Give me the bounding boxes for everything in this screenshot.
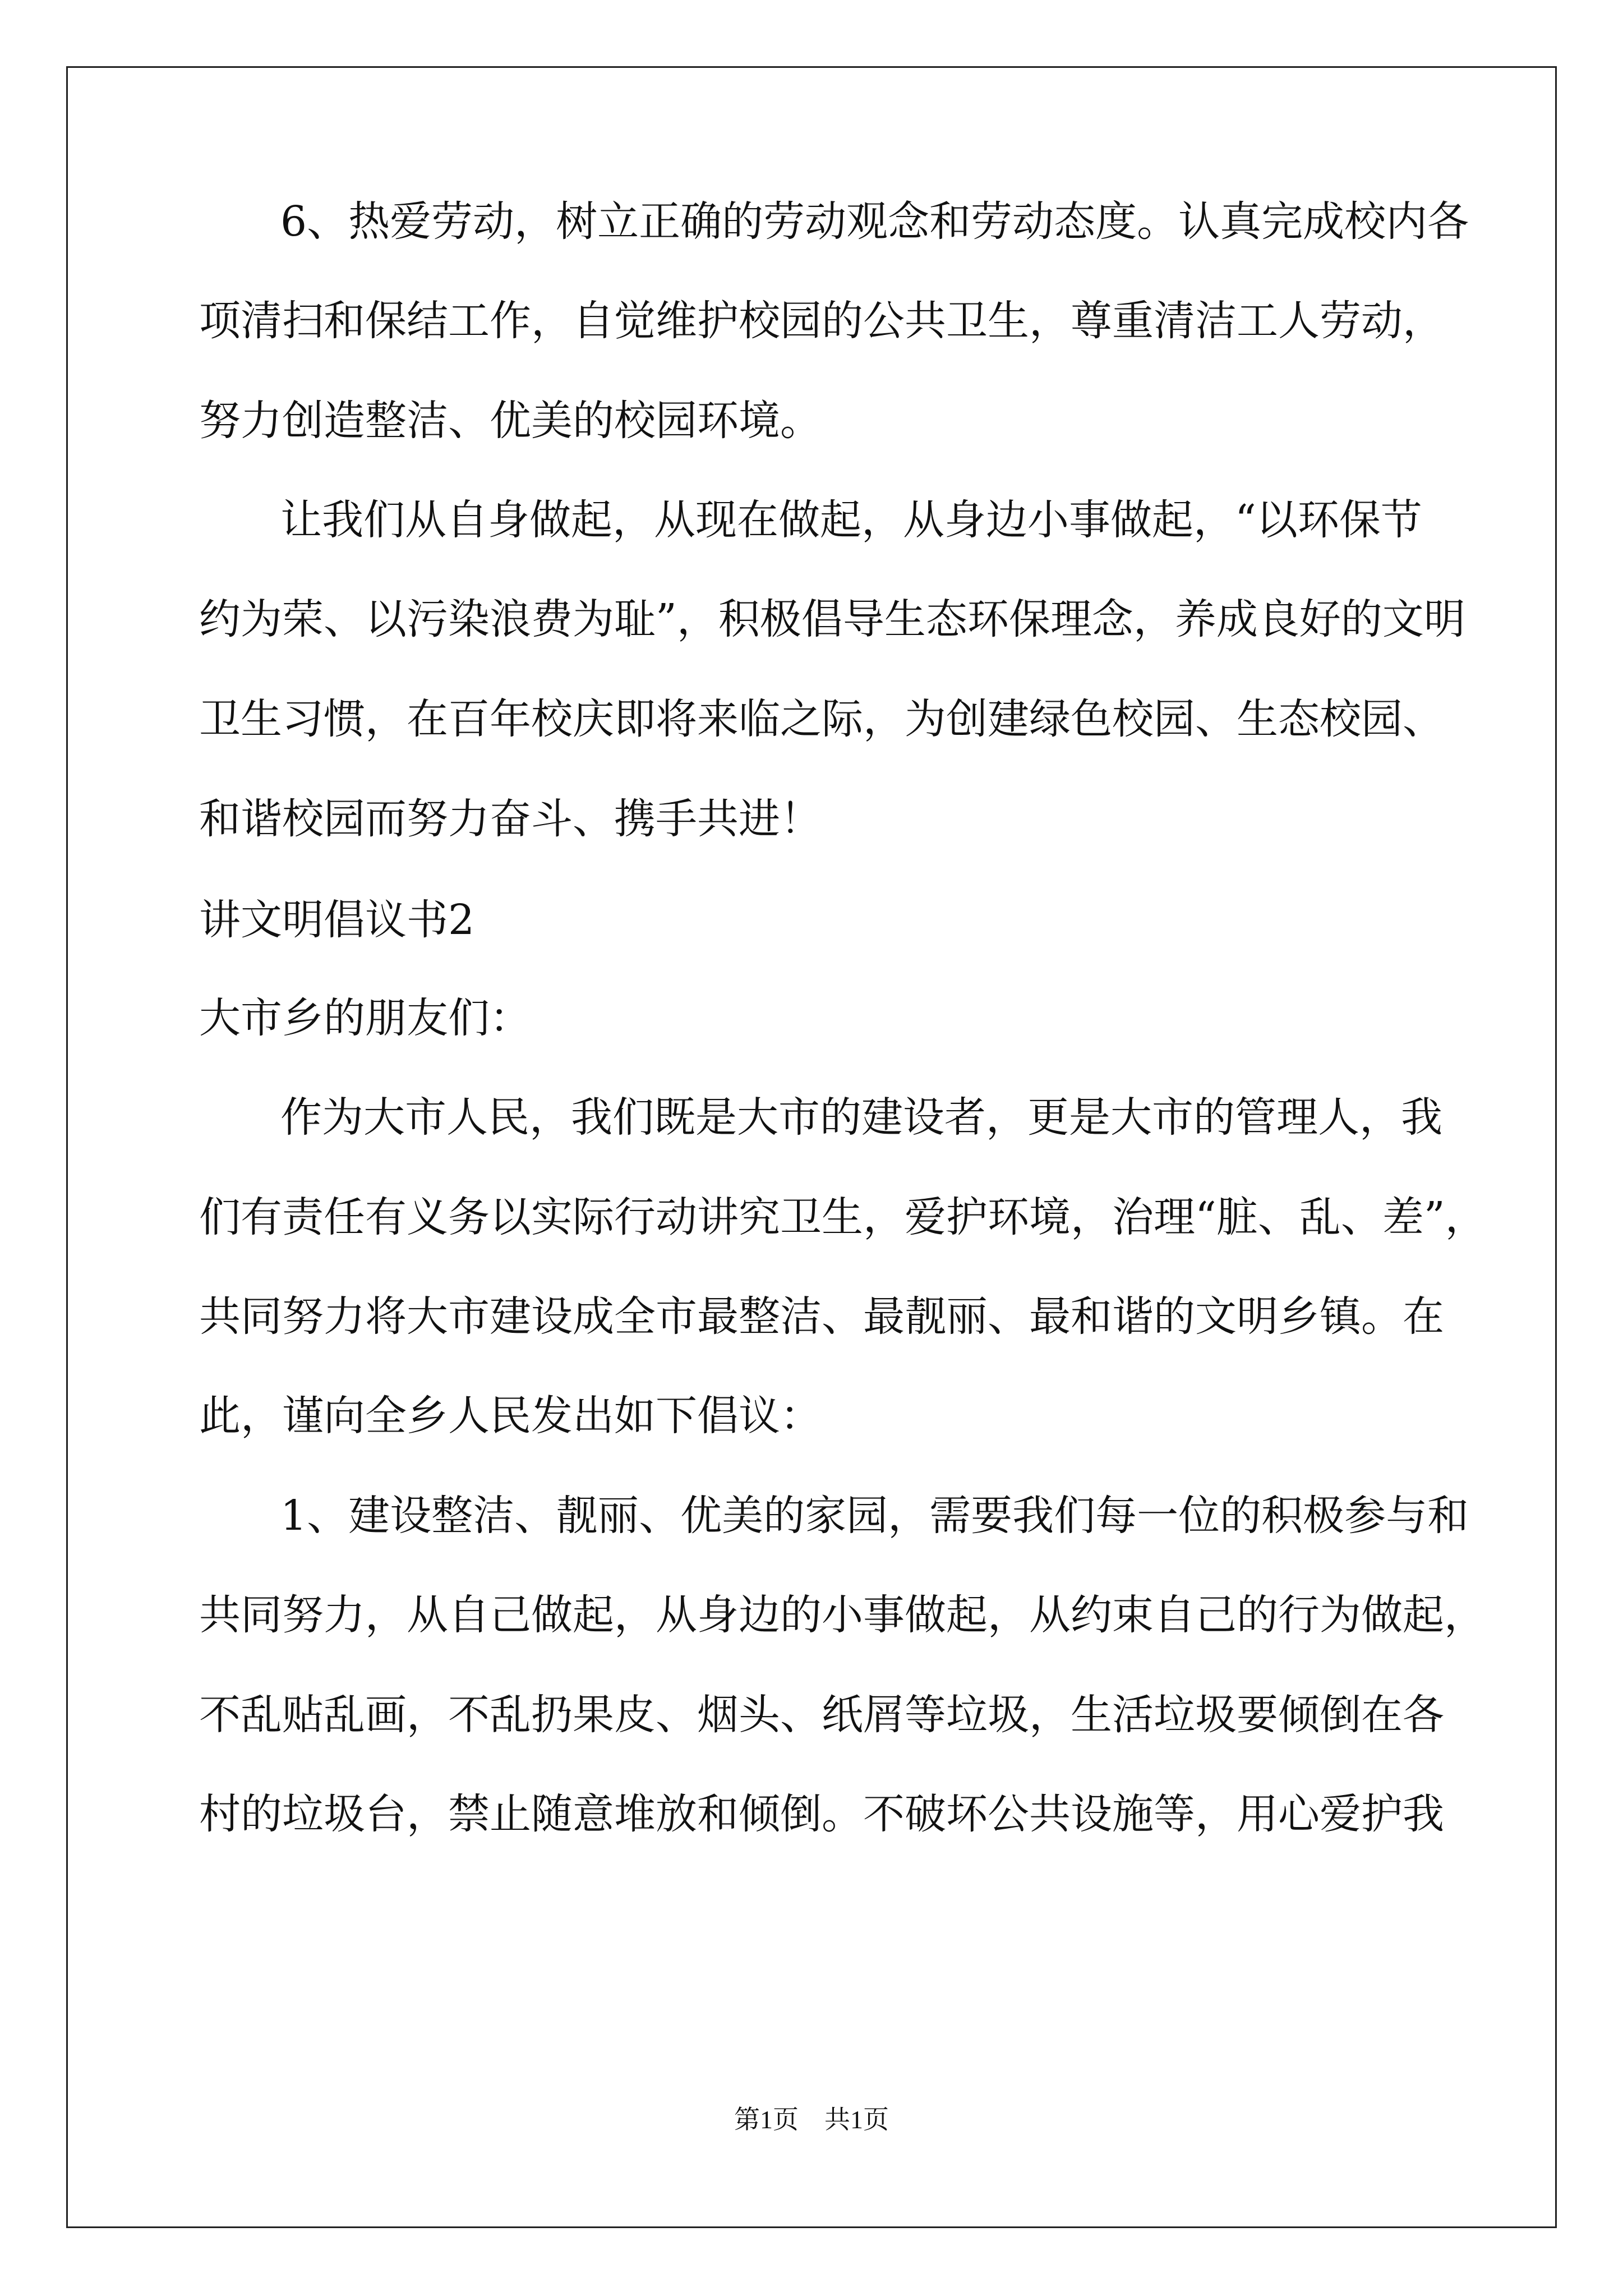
paragraph-line: 让我们从自身做起，从现在做起，从身边小事做起，“以环保节 [280, 496, 1422, 544]
paragraph-line: 努力创造整洁、优美的校园环境。 [199, 397, 822, 445]
paragraph-line: 们有责任有义务以实际行动讲究卫生，爱护环境，治理“脏、乱、差”， [199, 1193, 1487, 1241]
paragraph-line: 作为大市人民，我们既是大市的建设者，更是大市的管理人，我 [280, 1093, 1442, 1142]
paragraph-line: 和谐校园而努力奋斗、携手共进！ [199, 795, 822, 843]
salutation: 大市乡的朋友们： [199, 994, 531, 1042]
paragraph-line: 6、热爱劳动，树立正确的劳动观念和劳动态度。认真完成校内各 [280, 197, 1469, 246]
paragraph-line: 不乱贴乱画，不乱扔果皮、烟头、纸屑等垃圾，生活垃圾要倾倒在各 [199, 1691, 1444, 1739]
paragraph-line: 约为荣、以污染浪费为耻”，积极倡导生态环保理念，养成良好的文明 [199, 595, 1465, 643]
paragraph-line: 此，谨向全乡人民发出如下倡议： [199, 1392, 822, 1440]
page-number-footer: 第1页 共1页 [734, 2105, 889, 2134]
paragraph-line: 1、建设整洁、靓丽、优美的家园，需要我们每一位的积极参与和 [280, 1492, 1469, 1540]
section-heading: 讲文明倡议书2 [199, 896, 475, 944]
page-border [66, 66, 1557, 2228]
paragraph-line: 项清扫和保结工作，自觉维护校园的公共卫生，尊重清洁工人劳动， [199, 297, 1444, 345]
paragraph-line: 卫生习惯，在百年校庆即将来临之际，为创建绿色校园、生态校园、 [199, 695, 1444, 743]
paragraph-line: 村的垃圾台，禁止随意堆放和倾倒。不破坏公共设施等，用心爱护我 [199, 1790, 1444, 1838]
paragraph-line: 共同努力，从自己做起，从身边的小事做起，从约束自己的行为做起， [199, 1591, 1486, 1639]
paragraph-line: 共同努力将大市建设成全市最整洁、最靓丽、最和谐的文明乡镇。在 [199, 1292, 1444, 1341]
